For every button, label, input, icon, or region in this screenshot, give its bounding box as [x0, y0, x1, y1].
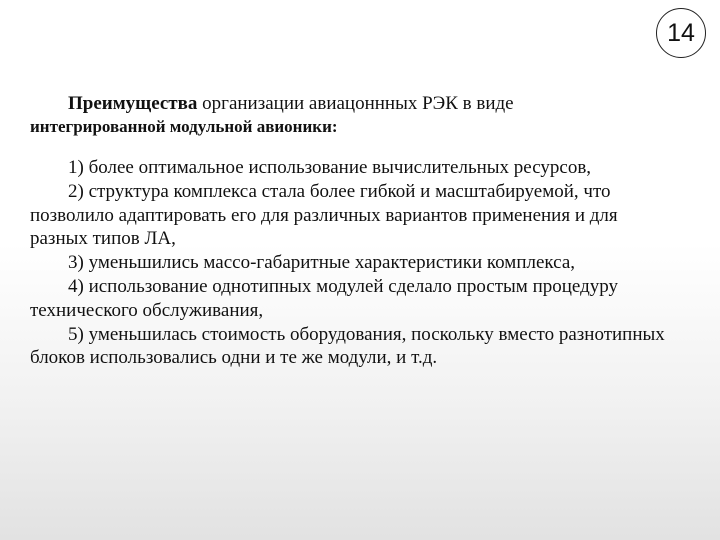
advantage-item-2: 2) структура комплекса стала более гибкой и масштабируемой, что позволило адаптировать его для различных вариантов применения и для разных типов ЛА,	[30, 180, 618, 250]
advantage-item-4: 4) использование однотипных модулей сделало простым процедуру технического обслуживания,	[30, 275, 619, 321]
heading-line-2: интегрированной модульной авионики:	[30, 117, 338, 136]
heading-line-1	[30, 92, 690, 116]
heading-bold-word: Преимущества	[68, 93, 198, 114]
page-number: 14	[667, 18, 695, 47]
advantages-list	[30, 156, 680, 370]
advantage-item-1: 1) более оптимальное использование вычислительных ресурсов,	[68, 157, 592, 178]
heading-line-1-rest: организации авиацоннных РЭК в виде	[197, 93, 514, 114]
advantage-item-5: 5) уменьшилась стоимость оборудования, поскольку вместо разнотипных блоков использовались одни и те же модули, и т.д.	[30, 323, 665, 369]
slide-heading	[30, 92, 690, 138]
advantage-item-3: 3) уменьшились массо-габаритные характеристики комплекса,	[68, 252, 576, 274]
page-number-badge	[656, 8, 706, 58]
